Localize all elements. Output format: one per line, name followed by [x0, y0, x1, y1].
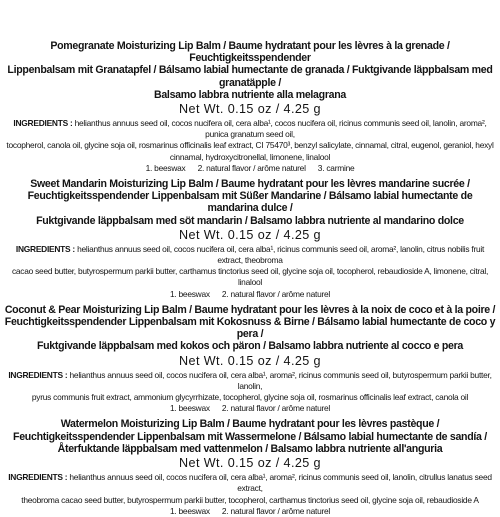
- ingredients-label: INGREDIENTS :: [8, 472, 68, 483]
- title-line: Feuchtigkeitsspendender Lippenbalsam mit Wassermelone / Bálsamo labial humectante de sandía /: [13, 430, 487, 443]
- net-weight: Net Wt. 0.15 oz / 4.25 g: [179, 102, 321, 117]
- footnote: 2. natural flavor / arôme naturel: [221, 288, 331, 299]
- net-weight: Net Wt. 0.15 oz / 4.25 g: [179, 227, 321, 242]
- ingredients: [4, 244, 496, 289]
- net-weight: Net Wt. 0.15 oz / 4.25 g: [179, 456, 321, 471]
- footnotes: [4, 403, 496, 414]
- title-line: Feuchtigkeitsspendender Lippenbalsam mit Kokosnuss & Birne / Bálsamo labial humectante de coco y pera /: [4, 316, 496, 341]
- footnote: 1. beeswax: [145, 162, 186, 173]
- ingredients: [4, 370, 496, 404]
- title-line: Sweet Mandarin Moisturizing Lip Balm / Baume hydratant pour les lèvres mandarine sucrée /: [30, 178, 470, 191]
- footnote: 2. natural flavor / arôme naturel: [221, 403, 331, 414]
- ingredients-line: cacao seed butter, butyrospermum parkii butter, carthamus tinctorius seed oil, glycine soja oil, tocopherol, rebaudioside A, limonene, citral, linalool: [11, 266, 489, 288]
- ingredients: [4, 118, 496, 163]
- footnote: 2. natural flavor / arôme naturel: [221, 505, 331, 516]
- ingredients-line: cinnamal, hydroxycitronellal, limonene, linalool: [169, 151, 331, 162]
- footnotes: [4, 506, 496, 517]
- product-watermelon: [4, 418, 496, 516]
- product-title: [4, 40, 496, 101]
- ingredients-line: helianthus annuus seed oil, cocos nucifera oil, cera alba¹, cocos nucifera oil, ricinus communis seed oil, lanolin, aroma², punica granatum seed oil,: [74, 118, 487, 140]
- ingredients-label: INGREDIENTS :: [15, 243, 75, 254]
- ingredients: [4, 472, 496, 506]
- product-title: [4, 178, 496, 227]
- title-line: Återfuktande läppbalsam med vattenmelon / Balsamo labbra nutriente all'anguria: [57, 442, 443, 455]
- title-line: Balsamo labbra nutriente alla melagrana: [153, 88, 346, 101]
- title-line: Fuktgivande läppbalsam med söt mandarin / Balsamo labbra nutriente al mandarino dolce: [36, 214, 464, 227]
- footnote: 1. beeswax: [169, 288, 210, 299]
- title-line: Pomegranate Moisturizing Lip Balm / Baume hydratant pour les lèvres à la grenade / Feuchtigkeitsspendender: [50, 40, 450, 65]
- footnote: 1. beeswax: [169, 505, 210, 516]
- product-sweet-mandarin: [4, 178, 496, 300]
- net-weight: Net Wt. 0.15 oz / 4.25 g: [179, 353, 321, 368]
- footnote: 1. beeswax: [169, 403, 210, 414]
- ingredients-line: helianthus annuus seed oil, cocos nucifera oil, cera alba¹, aroma², ricinus communis seed oil, butyrospermum parkii butter, lanolin,: [69, 369, 492, 391]
- ingredients-line: helianthus annuus seed oil, cocos nucifera oil, cera alba¹, ricinus communis seed oil, aroma², lanolin, citrus nobilis fruit extract, theobroma: [77, 243, 485, 266]
- product-title: [4, 304, 496, 353]
- title-line: Coconut & Pear Moisturizing Lip Balm / Baume hydratant pour les lèvres à la noix de coco et à la poire /: [4, 303, 496, 316]
- title-line: Fuktgivande läppbalsam med kokos och päron / Balsamo labbra nutriente al cocco e pera: [36, 340, 464, 353]
- footnotes: [4, 289, 496, 300]
- product-title: [4, 418, 496, 455]
- ingredients-label: INGREDIENTS :: [13, 118, 73, 129]
- title-line: Feuchtigkeitsspendender Lippenbalsam mit Süßer Mandarine / Bálsamo labial humectante de mandarina dulce /: [27, 190, 473, 215]
- footnotes: [4, 163, 496, 174]
- ingredients-line: pyrus communis fruit extract, ammonium glycyrrhizate, tocopherol, glycine soja oil, rosmarinus officinalis leaf extract, canola oil: [31, 392, 469, 403]
- footnote: 3. carmine: [317, 162, 355, 173]
- product-pomegranate: [4, 40, 496, 174]
- ingredients-label: INGREDIENTS :: [8, 369, 68, 380]
- ingredients-line: helianthus annuus seed oil, cocos nucifera oil, cera alba¹, aroma², ricinus communis seed oil, lanolin, citrullus lanatus seed extract,: [69, 472, 492, 494]
- footnote: 2. natural flavor / arôme naturel: [197, 162, 306, 173]
- product-coconut-pear: [4, 304, 496, 415]
- title-line: Watermelon Moisturizing Lip Balm / Baume hydratant pour les lèvres pastèque /: [60, 418, 440, 431]
- title-line: Lippenbalsam mit Granatapfel / Bálsamo labial humectante de granada / Fuktgivande läppbalsam med granatäpple /: [7, 64, 493, 89]
- ingredients-line: theobroma cacao seed butter, butyrospermum parkii butter, tocopherol, carthamus tinctorius seed oil, glycine soja oil, rebaudioside A: [21, 494, 479, 505]
- ingredients-line: tocopherol, canola oil, glycine soja oil, rosmarinus officinalis leaf extract, CI 75470³, benzyl salicylate, cinnamal, citral, eugenol, geraniol, hexyl: [6, 140, 494, 151]
